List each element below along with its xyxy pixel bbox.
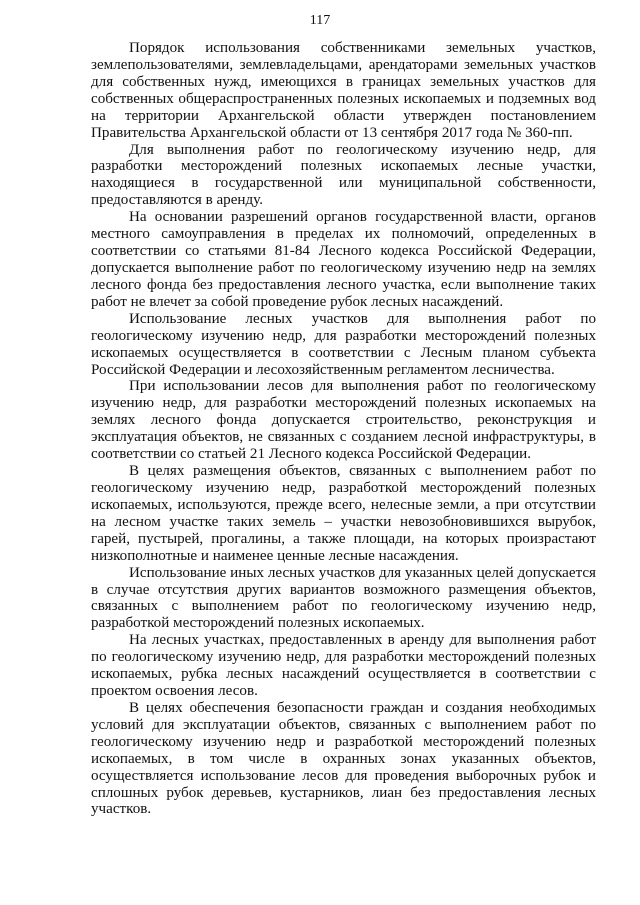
paragraph-2: Для выполнения работ по геологическому изучению недр, для разработки месторождений полезных ископаемых лесные участки, находящиеся в государственной или муниципальной собственности, предоставляются в аренду. <box>91 141 596 209</box>
document-body <box>91 40 596 818</box>
paragraph-5: При использовании лесов для выполнения работ по геологическому изучению недр, для разработки месторождений полезных ископаемых на землях лесного фонда допускается строительство, реконструкция и эксплуатация объектов, не связанных с созданием лесной инфраструктуры, в соответствии со статьей 21 Лесного кодекса Российской Федерации. <box>91 378 596 463</box>
page-number: 117 <box>309 13 331 28</box>
paragraph-8: На лесных участках, предоставленных в аренду для выполнения работ по геологическому изучению недр, для разработки месторождений полезных ископаемых, рубка лесных насаждений осуществляется в соответствии с проектом освоения лесов. <box>91 632 596 700</box>
paragraph-6: В целях размещения объектов, связанных с выполнением работ по геологическому изучению недр, разработкой месторождений полезных ископаемых, используются, прежде всего, нелесные земли, а при отсутствии на лесном участке таких земель – участки невозобновившихся вырубок, гарей, пустырей, прогалины, а также площади, на которых произрастают низкополнотные и наименее ценные лесные насаждения. <box>91 463 596 564</box>
paragraph-3: На основании разрешений органов государственной власти, органов местного самоуправления в пределах их полномочий, определенных в соответствии со статьями 81-84 Лесного кодекса Российской Федерации, допускается выполнение работ по геологическому изучению недр на землях лесного фонда без предоставления лесного участка, если выполнение таких работ не влечет за собой проведение рубок лесных насаждений. <box>91 209 596 310</box>
paragraph-4: Использование лесных участков для выполнения работ по геологическому изучению недр, для разработки месторождений полезных ископаемых осуществляется в соответствии с Лесным планом субъекта Российской Федерации и лесохозяйственным регламентом лесничества. <box>91 310 596 378</box>
paragraph-1: Порядок использования собственниками земельных участков, землепользователями, землевладельцами, арендаторами земельных участков для собственных нужд, имеющихся в границах земельных участков для собственных общераспространенных полезных ископаемых и подземных вод на территории Архангельской области утвержден постановлением Правительства Архангельской области от 13 сентября 2017 года № 360-пп. <box>91 40 596 141</box>
paragraph-7: Использование иных лесных участков для указанных целей допускается в случае отсутствия других вариантов возможного размещения объектов, связанных с выполнением работ по геологическому изучению недр, разработкой месторождений полезных ископаемых. <box>91 564 596 632</box>
paragraph-9: В целях обеспечения безопасности граждан и создания необходимых условий для эксплуатации объектов, связанных с выполнением работ по геологическому изучению недр и разработкой месторождений полезных ископаемых, в том числе в охранных зонах указанных объектов, осуществляется использование лесов для проведения выборочных рубок и сплошных рубок деревьев, кустарников, лиан без предоставления лесных участков. <box>91 699 596 818</box>
